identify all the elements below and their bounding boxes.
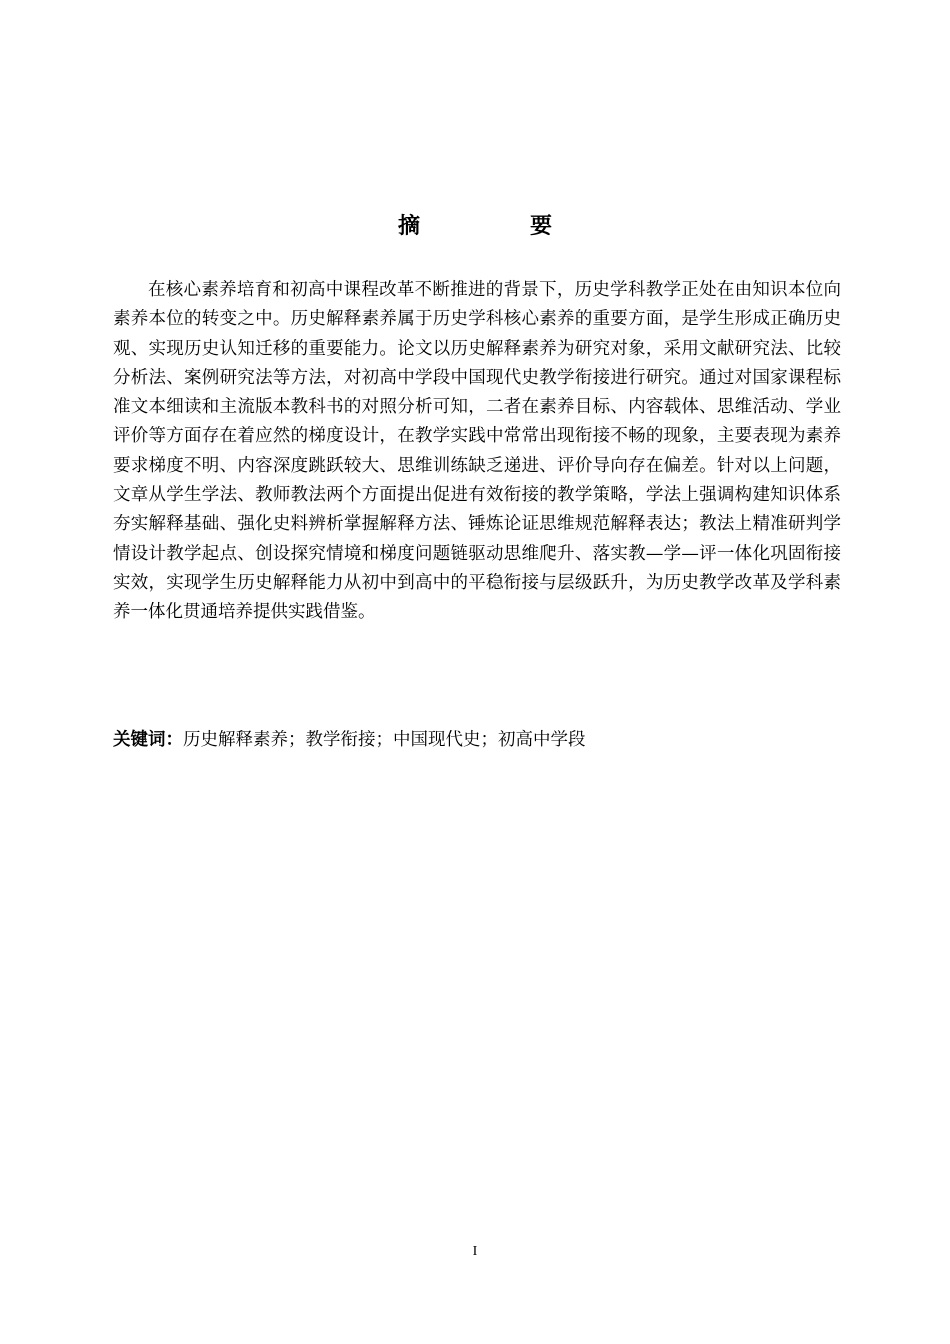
keywords-label: 关键词：: [113, 730, 183, 750]
abstract-title: 摘 要: [397, 213, 596, 239]
abstract-body: 在核心素养培育和初高中课程改革不断推进的背景下，历史学科教学正处在由知识本位向素养本位的转变之中。历史解释素养属于历史学科核心素养的重要方面，是学生形成正确历史观、实现历史认知迁移的重要能力。论文以历史解释素养为研究对象，采用文献研究法、比较分析法、案例研究法等方法，对初高中学段中国现代史教学衔接进行研究。通过对国家课程标准文本细读和主流版本教科书的对照分析可知，二者在素养目标、内容载体、思维活动、学业评价等方面存在着应然的梯度设计，在教学实践中常常出现衔接不畅的现象，主要表现为素养要求梯度不明、内容深度跳跃较大、思维训练缺乏递进、评价导向存在偏差。针对以上问题，文章从学生学法、教师教法两个方面提出促进有效衔接的教学策略，学法上强调构建知识体系夯实解释基础、强化史料辨析掌握解释方法、锤炼论证思维规范解释表达；教法上精准研判学情设计教学起点、创设探究情境和梯度问题链驱动思维爬升、落实教—学—评一体化巩固衔接实效，实现学生历史解释能力从初中到高中的平稳衔接与层级跃升，为历史教学改革及学科素养一体化贯通培养提供实践借鉴。: [113, 280, 841, 623]
keywords-value: 历史解释素养；教学衔接；中国现代史；初高中学段: [183, 730, 586, 750]
keywords-line: [113, 725, 841, 755]
page-number: I: [472, 1244, 478, 1259]
